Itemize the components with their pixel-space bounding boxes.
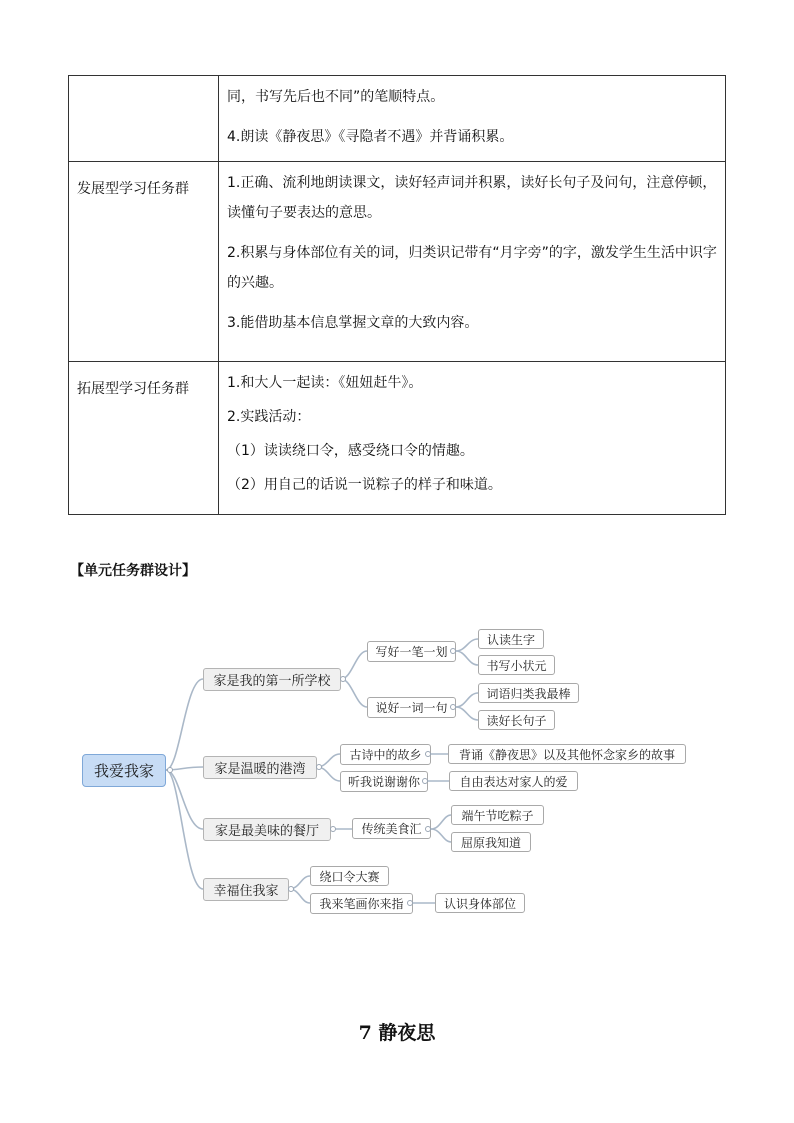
branch-dot <box>450 704 456 710</box>
row-label: 拓展型学习任务群 <box>77 381 189 397</box>
sub-node: 听我说谢谢你 <box>340 771 428 792</box>
branch-dot <box>330 826 336 832</box>
branch-node: 家是最美味的餐厅 <box>203 818 331 841</box>
leaf-node: 屈原我知道 <box>451 832 531 852</box>
sub-node: 我来笔画你来指 <box>310 893 413 914</box>
connector <box>456 639 478 651</box>
row-label: 发展型学习任务群 <box>77 181 189 197</box>
leaf-node: 背诵《静夜思》以及其他怀念家乡的故事 <box>448 744 686 764</box>
task-item: 2.实践活动： <box>227 409 311 425</box>
leaf-node: 认识身体部位 <box>435 893 525 913</box>
branch-dot <box>425 826 431 832</box>
section-heading: 【单元任务群设计】 <box>70 563 196 579</box>
task-item: 同，书写先后也不同”的笔顺特点。 <box>227 89 445 105</box>
sub-node: 写好一笔一划 <box>367 641 456 662</box>
connector <box>166 770 203 889</box>
branch-dot <box>167 767 173 773</box>
connector <box>456 707 478 720</box>
task-item: 2.积累与身体部位有关的词，归类识记带有“月字旁”的字，激发学生生活中识字的兴趣。 <box>227 245 717 291</box>
branch-dot <box>450 648 456 654</box>
branch-dot <box>288 886 294 892</box>
branch-dot <box>316 764 322 770</box>
mindmap-root: 我爱我家 <box>82 754 166 787</box>
leaf-node: 自由表达对家人的爱 <box>449 771 578 791</box>
task-item: 1.和大人一起读：《妞妞赶牛》。 <box>227 375 423 391</box>
branch-node: 家是温暖的港湾 <box>203 756 317 779</box>
sub-node: 说好一词一句 <box>367 697 456 718</box>
leaf-node: 词语归类我最棒 <box>478 683 579 703</box>
connector <box>431 815 451 829</box>
task-item: 3.能借助基本信息掌握文章的大致内容。 <box>227 315 479 331</box>
connector <box>431 829 451 842</box>
task-item: 1.正确、流利地朗读课文，读好轻声词并积累，读好长句子及问句，注意停顿，读懂句子要表达的意思。 <box>227 175 717 221</box>
branch-dot <box>422 778 428 784</box>
connector <box>456 651 478 665</box>
leaf-node: 书写小状元 <box>478 655 555 675</box>
branch-dot <box>340 676 346 682</box>
sub-node: 绕口令大赛 <box>310 866 389 886</box>
connector <box>456 693 478 707</box>
task-item: 4.朗读《静夜思》《寻隐者不遇》并背诵积累。 <box>227 129 514 145</box>
sub-node: 古诗中的故乡 <box>340 744 431 765</box>
lesson-title: 7 静夜思 <box>358 1022 436 1044</box>
task-item: （2）用自己的话说一说粽子的样子和味道。 <box>227 477 502 493</box>
leaf-node: 认读生字 <box>478 629 544 649</box>
task-item: （1）读读绕口令，感受绕口令的情趣。 <box>227 443 474 459</box>
sub-node: 传统美食汇 <box>352 818 431 839</box>
branch-dot <box>425 751 431 757</box>
connector <box>341 679 367 707</box>
connector <box>166 679 203 770</box>
connector <box>341 651 367 679</box>
leaf-node: 读好长句子 <box>478 710 555 730</box>
branch-node: 家是我的第一所学校 <box>203 668 341 691</box>
branch-dot <box>407 900 413 906</box>
branch-node: 幸福住我家 <box>203 878 289 901</box>
leaf-node: 端午节吃粽子 <box>451 805 544 825</box>
